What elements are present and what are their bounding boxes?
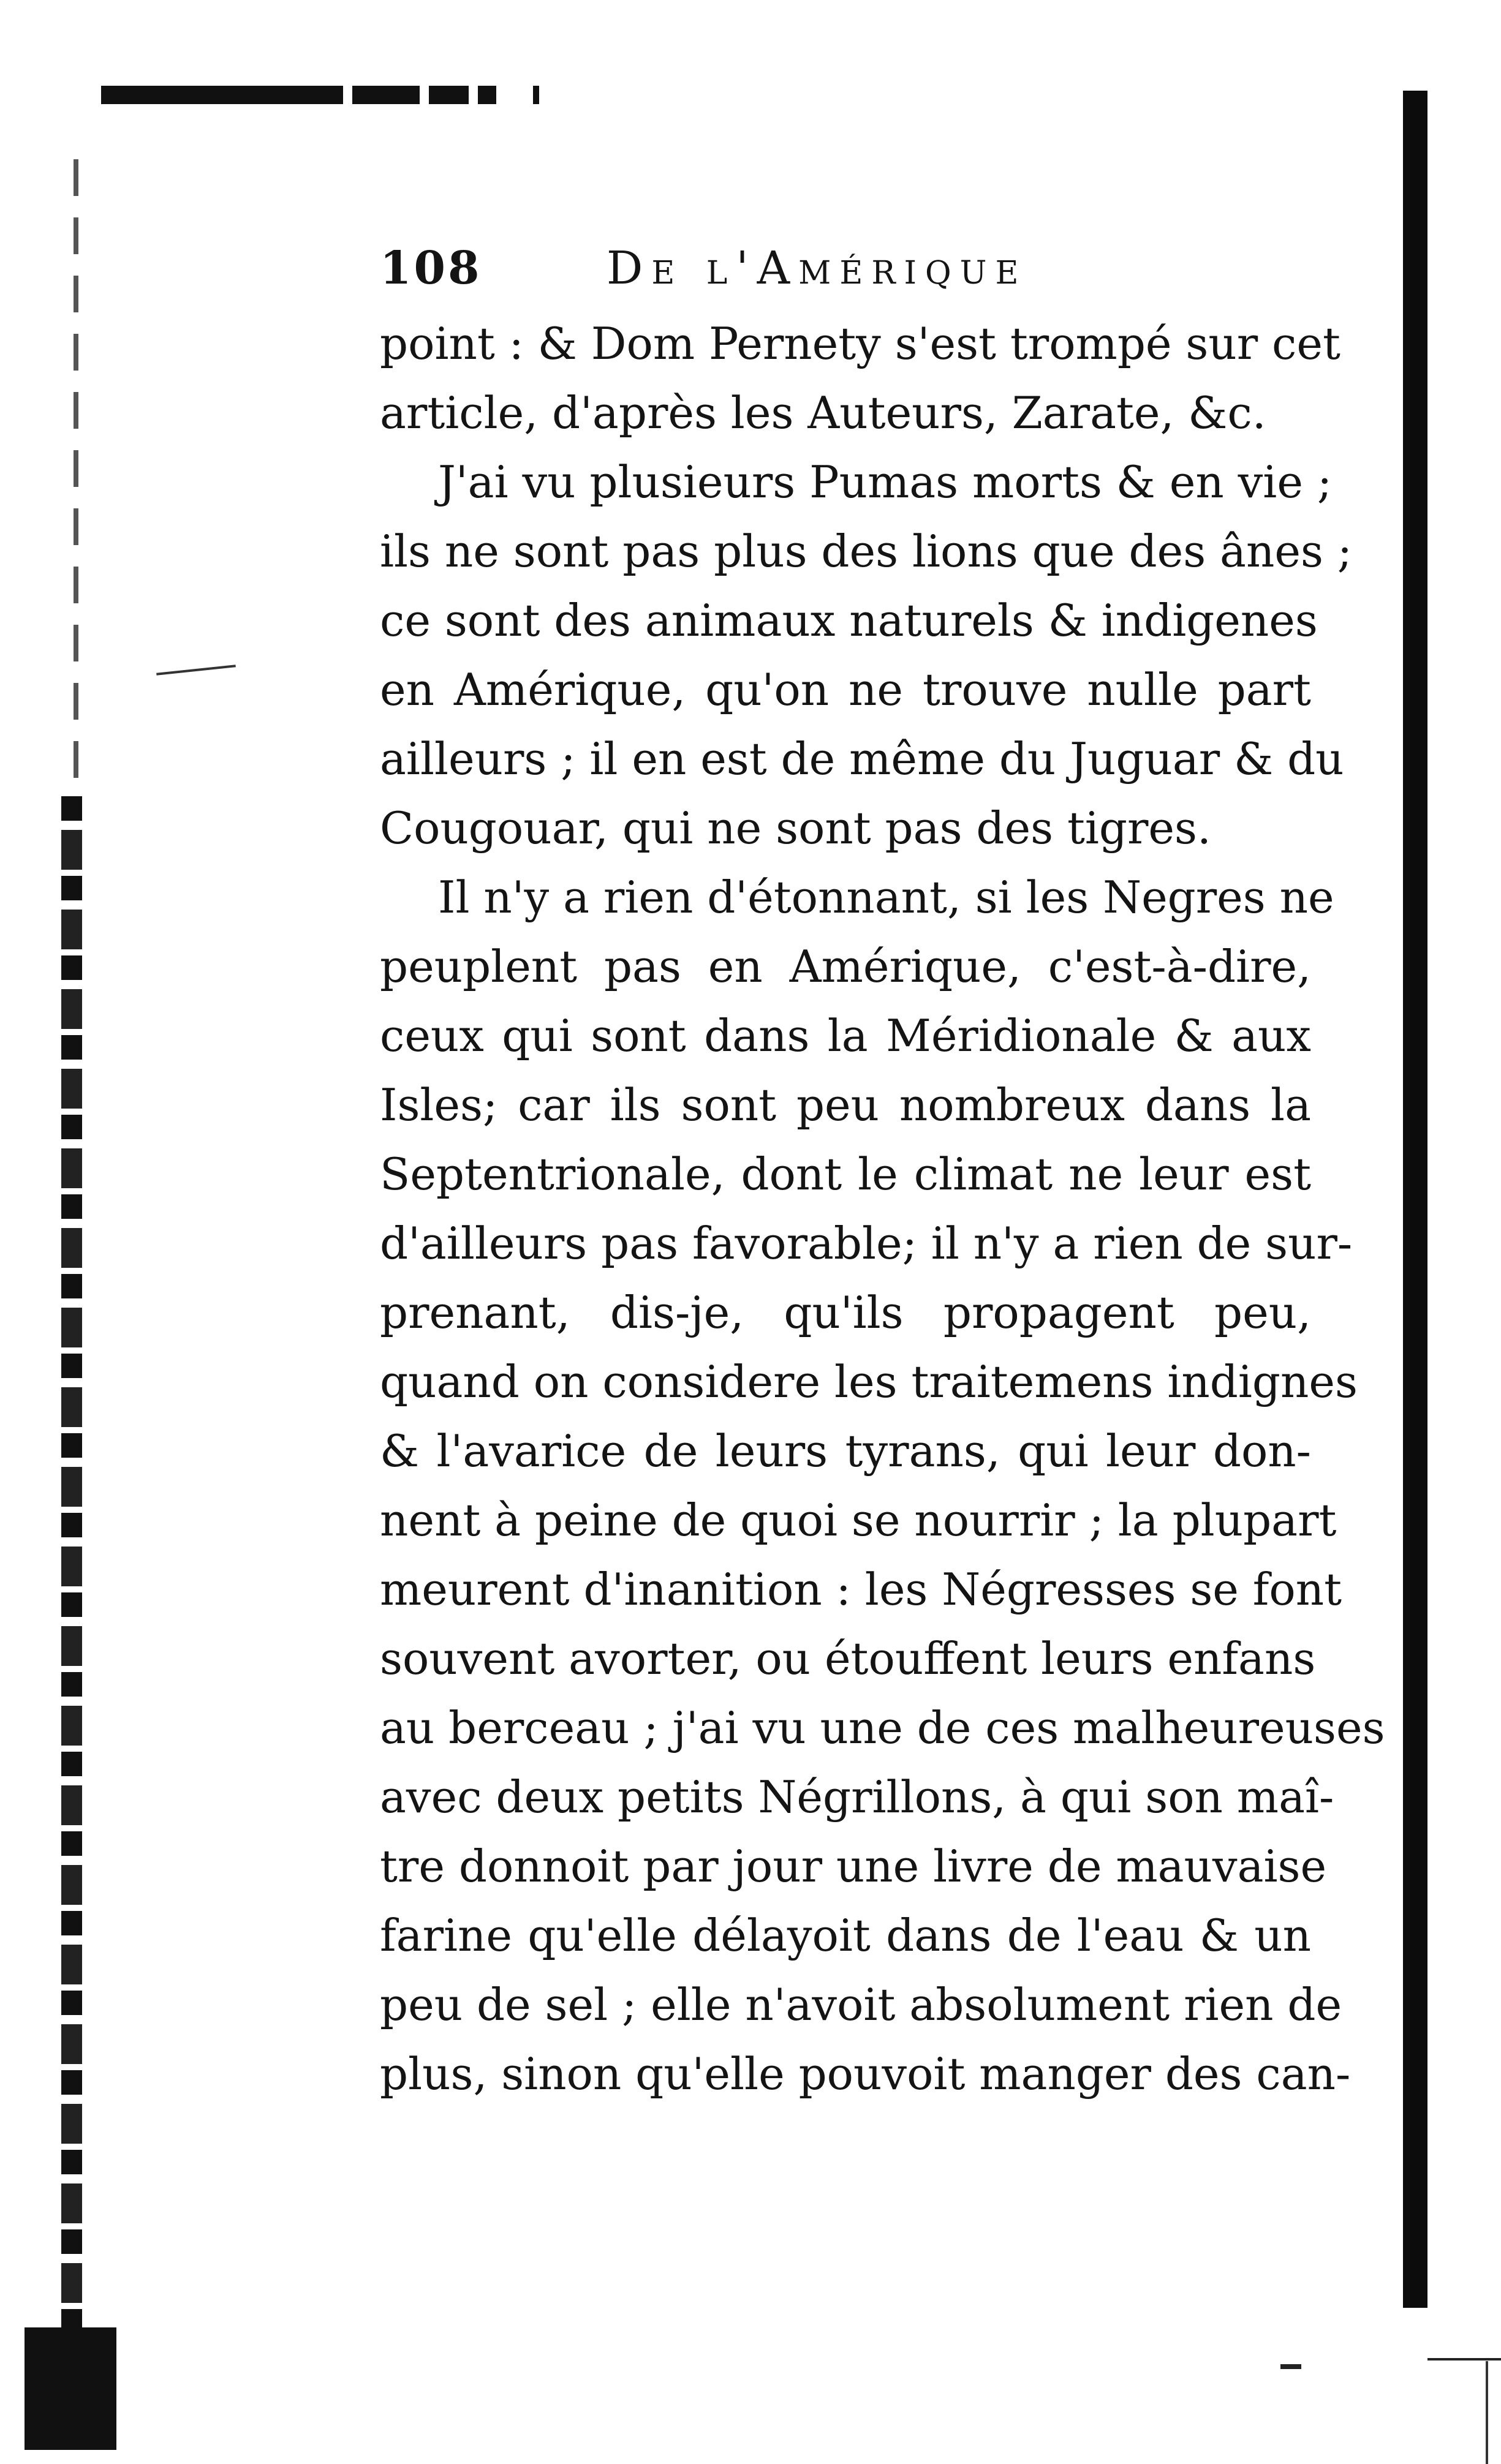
text-line: quand on considere les traitemens indignes <box>380 1356 1358 1407</box>
text-line: au berceau ; j'ai vu une de ces malheureuses <box>380 1702 1385 1754</box>
text-line: peuplent pas en Amérique, c'est-à-dire, <box>380 941 1311 992</box>
scan-bar-top-2 <box>352 86 420 104</box>
page-number: 108 <box>380 242 482 295</box>
text-line: point : & Dom Pernety s'est trompé sur cet <box>380 318 1340 369</box>
text-line: en Amérique, qu'on ne trouve nulle part <box>380 664 1311 715</box>
scan-corner-mark-right <box>1427 2358 1501 2360</box>
scan-stray-stroke <box>156 665 236 676</box>
scan-corner-line-right <box>1486 2361 1488 2464</box>
text-line: nent à peine de quoi se nourrir ; la plupart <box>380 1494 1337 1546</box>
text-line: farine qu'elle délayoit dans de l'eau & un <box>380 1910 1311 1961</box>
text-line: d'ailleurs pas favorable; il n'y a rien de sur- <box>380 1218 1353 1269</box>
scan-bar-top-3 <box>429 86 469 104</box>
text-line: Isles; car ils sont peu nombreux dans la <box>380 1079 1311 1131</box>
scan-edge-lines-left <box>74 159 78 796</box>
scan-bar-top-1 <box>101 86 343 104</box>
scan-corner-block-left <box>25 2327 116 2450</box>
text-line: avec deux petits Négrillons, à qui son maî- <box>380 1771 1334 1823</box>
text-line: plus, sinon qu'elle pouvoit manger des can- <box>380 2048 1351 2100</box>
scan-binding-edge-left <box>61 796 82 2327</box>
scan-stray-mark-bottom <box>1280 2364 1301 2369</box>
running-head <box>380 242 1311 309</box>
text-line: tre donnoit par jour une livre de mauvaise <box>380 1840 1327 1892</box>
text-line: ceux qui sont dans la Méridionale & aux <box>380 1010 1311 1061</box>
text-line: meurent d'inanition : les Négresses se font <box>380 1564 1342 1615</box>
text-line: ce sont des animaux naturels & indigenes <box>380 595 1318 646</box>
text-line: peu de sel ; elle n'avoit absolument rien de <box>380 1979 1342 2030</box>
text-line: souvent avorter, ou étouffent leurs enfans <box>380 1633 1316 1684</box>
page-text-block <box>380 242 1385 2109</box>
scan-binding-edge-right <box>1403 91 1427 2308</box>
text-line: article, d'après les Auteurs, Zarate, &c. <box>380 387 1266 439</box>
text-line: Septentrionale, dont le climat ne leur est <box>380 1148 1311 1200</box>
paragraph-start-line: J'ai vu plusieurs Pumas morts & en vie ; <box>438 456 1333 508</box>
text-line: prenant, dis-je, qu'ils propagent peu, <box>380 1287 1311 1338</box>
paragraph-start-line: Il n'y a rien d'étonnant, si les Negres ne <box>438 872 1334 923</box>
scan-bar-top-5 <box>533 86 539 104</box>
text-line: ailleurs ; il en est de même du Juguar & du <box>380 733 1344 785</box>
text-line: Cougouar, qui ne sont pas des tigres. <box>380 802 1211 854</box>
text-line: & l'avarice de leurs tyrans, qui leur don- <box>380 1425 1311 1477</box>
scan-bar-top-4 <box>478 86 496 104</box>
running-title: De l'Amérique <box>607 242 1027 295</box>
text-line: ils ne sont pas plus des lions que des ânes ; <box>380 526 1353 577</box>
